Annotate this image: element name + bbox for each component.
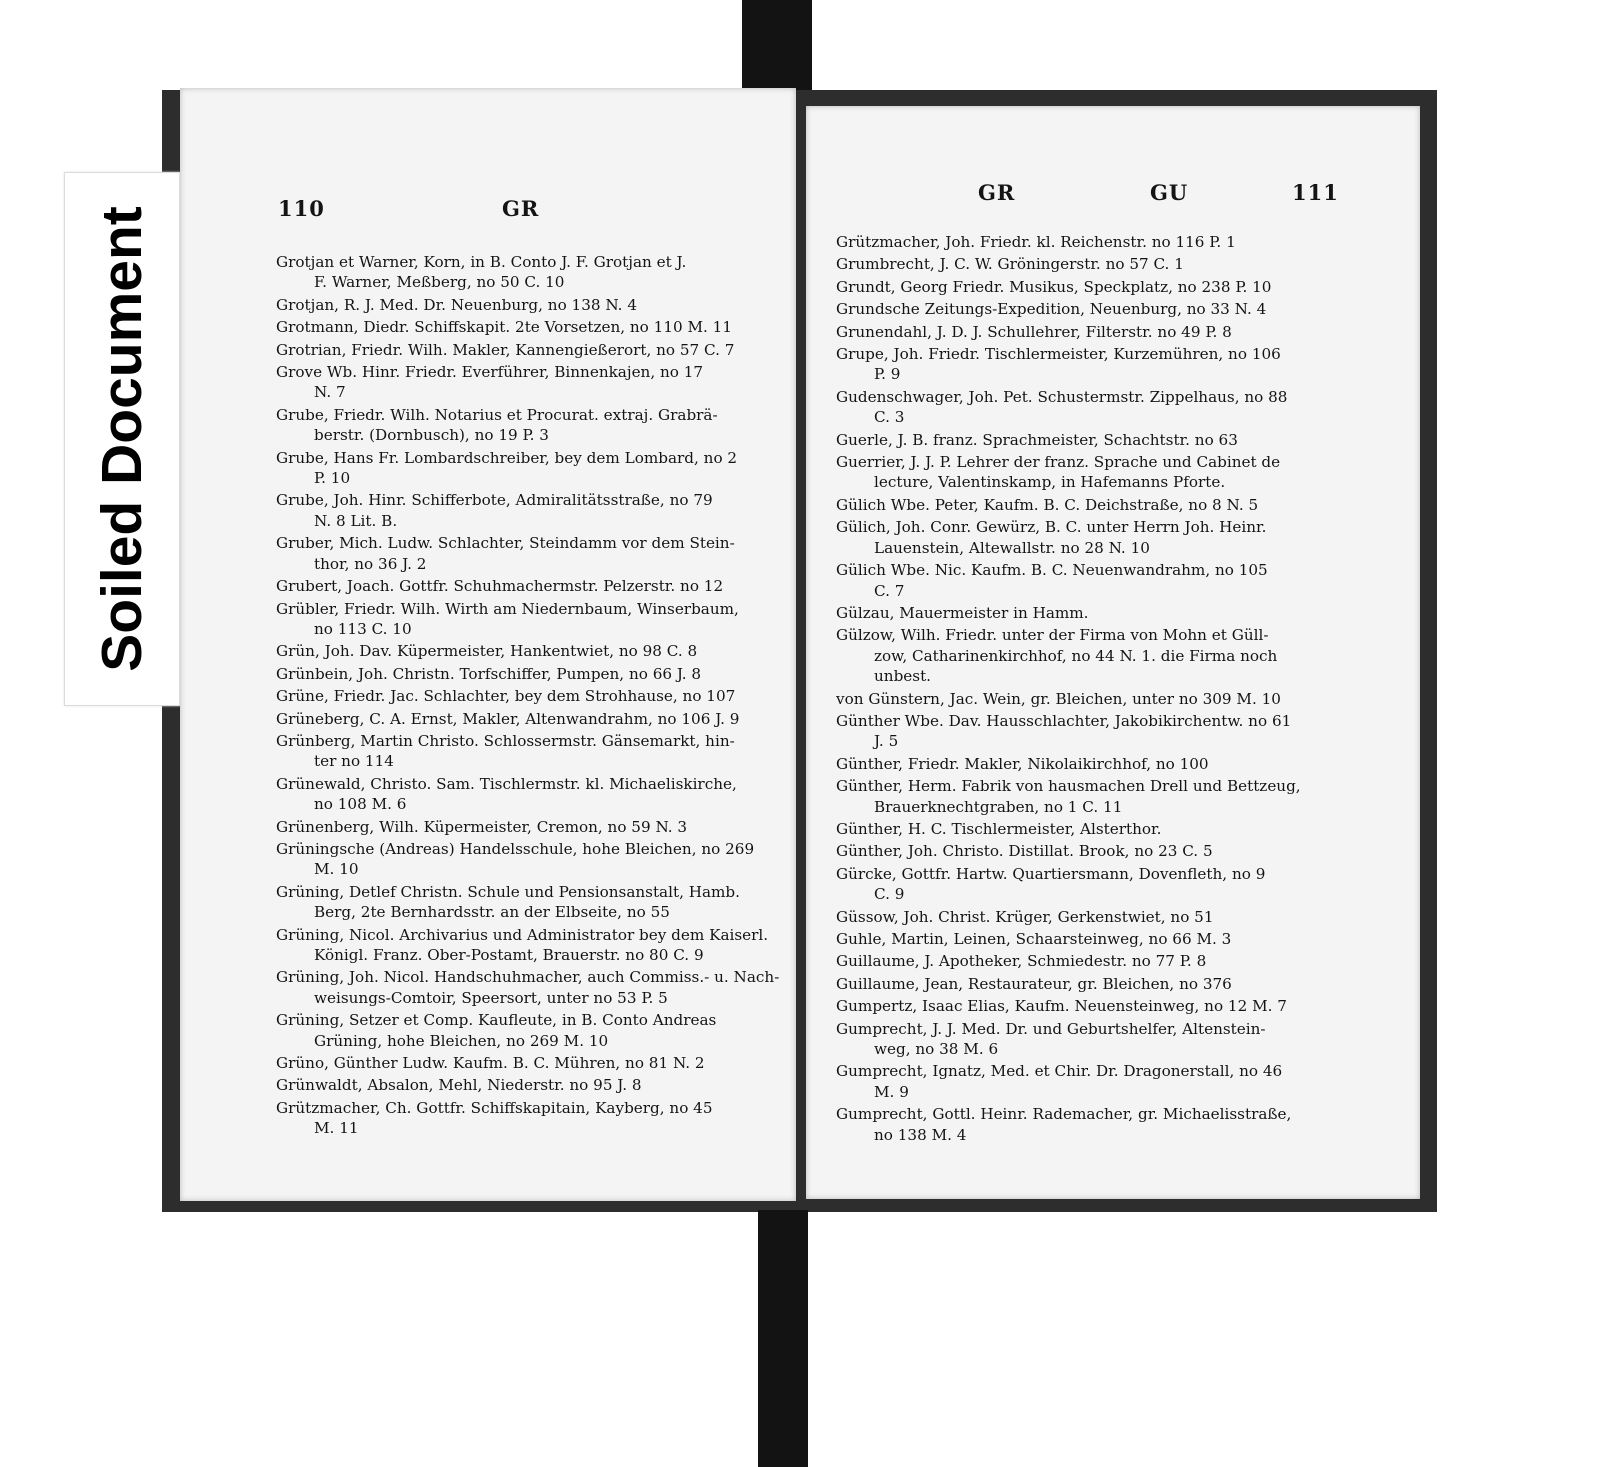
directory-entry: von Günstern, Jac. Wein, gr. Bleichen, unter no 309 M. 10 [836, 689, 1281, 708]
directory-entry: Günther, Friedr. Makler, Nikolaikirchhof, no 100 [836, 754, 1209, 773]
directory-entry-continuation: C. 3 [874, 408, 905, 427]
directory-entry: Gülzau, Mauermeister in Hamm. [836, 603, 1089, 622]
right-directory-entries [836, 232, 1336, 1147]
directory-entry: Grupe, Joh. Friedr. Tischlermeister, Kurzemühren, no 106 [836, 345, 1281, 364]
soiled-document-label [64, 172, 180, 706]
directory-entry: Guhle, Martin, Leinen, Schaarsteinweg, no 66 M. 3 [836, 930, 1232, 948]
directory-entry-continuation: C. 7 [874, 581, 905, 600]
directory-entry-continuation: weg, no 38 M. 6 [874, 1040, 999, 1059]
directory-entry: Grotjan et Warner, Korn, in B. Conto J. F. Grotjan et J. [276, 253, 687, 271]
directory-entry: Grube, Friedr. Wilh. Notarius et Procurat. extraj. Grabrä- [276, 405, 718, 424]
directory-entry-continuation: no 113 C. 10 [314, 619, 412, 638]
directory-entry-continuation: M. 11 [314, 1119, 359, 1138]
directory-entry: Grün, Joh. Dav. Küpermeister, Hankentwiet, no 98 C. 8 [276, 642, 698, 661]
directory-entry-continuation: Lauenstein, Altewallstr. no 28 N. 10 [874, 538, 1150, 557]
directory-entry: Guerle, J. B. franz. Sprachmeister, Schachtstr. no 63 [836, 430, 1238, 449]
directory-entry: Grünenberg, Wilh. Küpermeister, Cremon, no 59 N. 3 [276, 817, 688, 836]
directory-entry-continuation: ter no 114 [314, 752, 394, 771]
left-page-number: 110 [278, 196, 325, 221]
directory-entry: Grove Wb. Hinr. Friedr. Everführer, Binnenkajen, no 17 [276, 363, 704, 382]
left-directory-entries [276, 252, 781, 1141]
directory-entry: Grünberg, Martin Christo. Schlossermstr. Gänsemarkt, hin- [276, 731, 735, 750]
directory-entry: Grüningsche (Andreas) Handelsschule, hohe Bleichen, no 269 [276, 839, 755, 858]
directory-entry: Guerrier, J. J. P. Lehrer der franz. Sprache und Cabinet de [836, 453, 1281, 472]
directory-entry: Grünewald, Christo. Sam. Tischlermstr. kl. Michaeliskirche, [276, 774, 737, 793]
directory-entry-continuation: Brauerknechtgraben, no 1 C. 11 [874, 797, 1123, 816]
directory-entry: Gülich, Joh. Conr. Gewürz, B. C. unter Herrn Joh. Heinr. [836, 518, 1267, 537]
directory-entry: Günther, H. C. Tischlermeister, Alsterthor. [836, 819, 1162, 838]
directory-entry: Grünbein, Joh. Christn. Torfschiffer, Pumpen, no 66 J. 8 [276, 664, 702, 683]
directory-entry: Grotmann, Diedr. Schiffskapit. 2te Vorsetzen, no 110 M. 11 [276, 318, 733, 337]
directory-entry: Gumpertz, Isaac Elias, Kaufm. Neuensteinweg, no 12 M. 7 [836, 997, 1287, 1016]
directory-entry-continuation: berstr. (Dornbusch), no 19 P. 3 [314, 426, 549, 445]
directory-entry: Gruber, Mich. Ludw. Schlachter, Steindamm vor dem Stein- [276, 534, 735, 553]
directory-entry: Grumbrecht, J. C. W. Gröningerstr. no 57 C. 1 [836, 255, 1184, 274]
directory-entry-continuation: lecture, Valentinskamp, in Hafemanns Pforte. [874, 473, 1226, 492]
directory-entry: Grubert, Joach. Gottfr. Schuhmachermstr. Pelzerstr. no 12 [276, 577, 724, 596]
directory-entry: Güssow, Joh. Christ. Krüger, Gerkenstwiet, no 51 [836, 907, 1214, 926]
directory-entry-continuation: weisungs-Comtoir, Speersort, unter no 53 P. 5 [314, 988, 668, 1007]
directory-entry-continuation: M. 10 [314, 860, 359, 879]
directory-entry: Grube, Hans Fr. Lombardschreiber, bey dem Lombard, no 2 [276, 448, 738, 467]
directory-entry: Gülich Wbe. Nic. Kaufm. B. C. Neuenwandrahm, no 105 [836, 561, 1268, 580]
directory-entry: Grützmacher, Ch. Gottfr. Schiffskapitain, Kayberg, no 45 [276, 1098, 713, 1117]
directory-entry: Grünwaldt, Absalon, Mehl, Niederstr. no 95 J. 8 [276, 1076, 642, 1095]
directory-entry-continuation: unbest. [874, 667, 931, 686]
directory-entry-continuation: J. 5 [874, 732, 899, 751]
directory-entry-continuation: F. Warner, Meßberg, no 50 C. 10 [314, 273, 565, 292]
directory-entry: Grotjan, R. J. Med. Dr. Neuenburg, no 138 N. 4 [276, 295, 638, 314]
right-page-heading-left: GR [978, 180, 1016, 205]
directory-entry: Grützmacher, Joh. Friedr. kl. Reichenstr. no 116 P. 1 [836, 233, 1236, 251]
directory-entry-continuation: N. 8 Lit. B. [314, 511, 398, 530]
directory-entry: Gülich Wbe. Peter, Kaufm. B. C. Deichstraße, no 8 N. 5 [836, 495, 1259, 514]
directory-entry-continuation: zow, Catharinenkirchhof, no 44 N. 1. die Firma noch [874, 646, 1278, 665]
directory-entry: Gumprecht, J. J. Med. Dr. und Geburtshelfer, Altenstein- [836, 1019, 1266, 1038]
directory-entry-continuation: thor, no 36 J. 2 [314, 554, 427, 573]
directory-entry: Grüning, Detlef Christn. Schule und Pensionsanstalt, Hamb. [276, 882, 740, 901]
directory-entry: Gudenschwager, Joh. Pet. Schustermstr. Zippelhaus, no 88 [836, 387, 1288, 406]
directory-entry: Gürcke, Gottfr. Hartw. Quartiersmann, Dovenfleth, no 9 [836, 864, 1266, 883]
directory-entry-continuation: Grüning, hohe Bleichen, no 269 M. 10 [314, 1031, 609, 1050]
directory-entry: Gumprecht, Gottl. Heinr. Rademacher, gr. Michaelisstraße, [836, 1105, 1292, 1124]
directory-entry-continuation: N. 7 [314, 383, 346, 402]
directory-entry: Grunendahl, J. D. J. Schullehrer, Filterstr. no 49 P. 8 [836, 322, 1232, 341]
directory-entry: Grüning, Joh. Nicol. Handschuhmacher, auch Commiss.- u. Nach- [276, 968, 780, 987]
directory-entry: Günther, Joh. Christo. Distillat. Brook, no 23 C. 5 [836, 842, 1213, 861]
directory-entry: Gülzow, Wilh. Friedr. unter der Firma von Mohn et Güll- [836, 626, 1269, 645]
right-page-number: 111 [1292, 180, 1339, 205]
directory-entry: Günther Wbe. Dav. Hausschlachter, Jakobikirchentw. no 61 [836, 711, 1292, 730]
directory-entry-continuation: Königl. Franz. Ober-Postamt, Brauerstr. no 80 C. 9 [314, 946, 704, 964]
directory-entry-continuation: M. 9 [874, 1082, 909, 1101]
directory-entry-continuation: Berg, 2te Bernhardsstr. an der Elbseite, no 55 [314, 903, 670, 922]
right-page-heading-right: GU [1150, 180, 1189, 205]
directory-entry-continuation: P. 9 [874, 365, 901, 384]
directory-entry: Grüneberg, C. A. Ernst, Makler, Altenwandrahm, no 106 J. 9 [276, 709, 740, 728]
left-page-heading: GR [502, 196, 540, 221]
directory-entry: Grube, Joh. Hinr. Schifferbote, Admiralitätsstraße, no 79 [276, 491, 713, 510]
directory-entry-continuation: no 138 M. 4 [874, 1125, 967, 1144]
directory-entry: Grüno, Günther Ludw. Kaufm. B. C. Mühren, no 81 N. 2 [276, 1054, 705, 1073]
directory-entry: Grundt, Georg Friedr. Musikus, Speckplatz, no 238 P. 10 [836, 277, 1272, 296]
directory-entry: Grundsche Zeitungs-Expedition, Neuenburg, no 33 N. 4 [836, 300, 1267, 319]
directory-entry: Grotrian, Friedr. Wilh. Makler, Kannengießerort, no 57 C. 7 [276, 340, 735, 359]
directory-entry: Grüning, Nicol. Archivarius und Administrator bey dem Kaiserl. [276, 925, 769, 944]
directory-entry: Grüning, Setzer et Comp. Kaufleute, in B. Conto Andreas [276, 1011, 717, 1030]
book-spine-bottom [758, 1210, 808, 1467]
directory-entry: Guillaume, Jean, Restaurateur, gr. Bleichen, no 376 [836, 974, 1232, 993]
directory-entry: Guillaume, J. Apotheker, Schmiedestr. no 77 P. 8 [836, 952, 1207, 971]
directory-entry: Grübler, Friedr. Wilh. Wirth am Niedernbaum, Winserbaum, [276, 599, 739, 618]
label-text: Soiled Document [90, 206, 154, 672]
directory-entry: Grüne, Friedr. Jac. Schlachter, bey dem Strohhause, no 107 [276, 687, 736, 706]
directory-entry-continuation: no 108 M. 6 [314, 795, 407, 814]
directory-entry-continuation: C. 9 [874, 885, 905, 904]
directory-entry: Gumprecht, Ignatz, Med. et Chir. Dr. Dragonerstall, no 46 [836, 1062, 1283, 1081]
directory-entry-continuation: P. 10 [314, 469, 351, 488]
directory-entry: Günther, Herm. Fabrik von hausmachen Drell und Bettzeug, [836, 777, 1301, 796]
